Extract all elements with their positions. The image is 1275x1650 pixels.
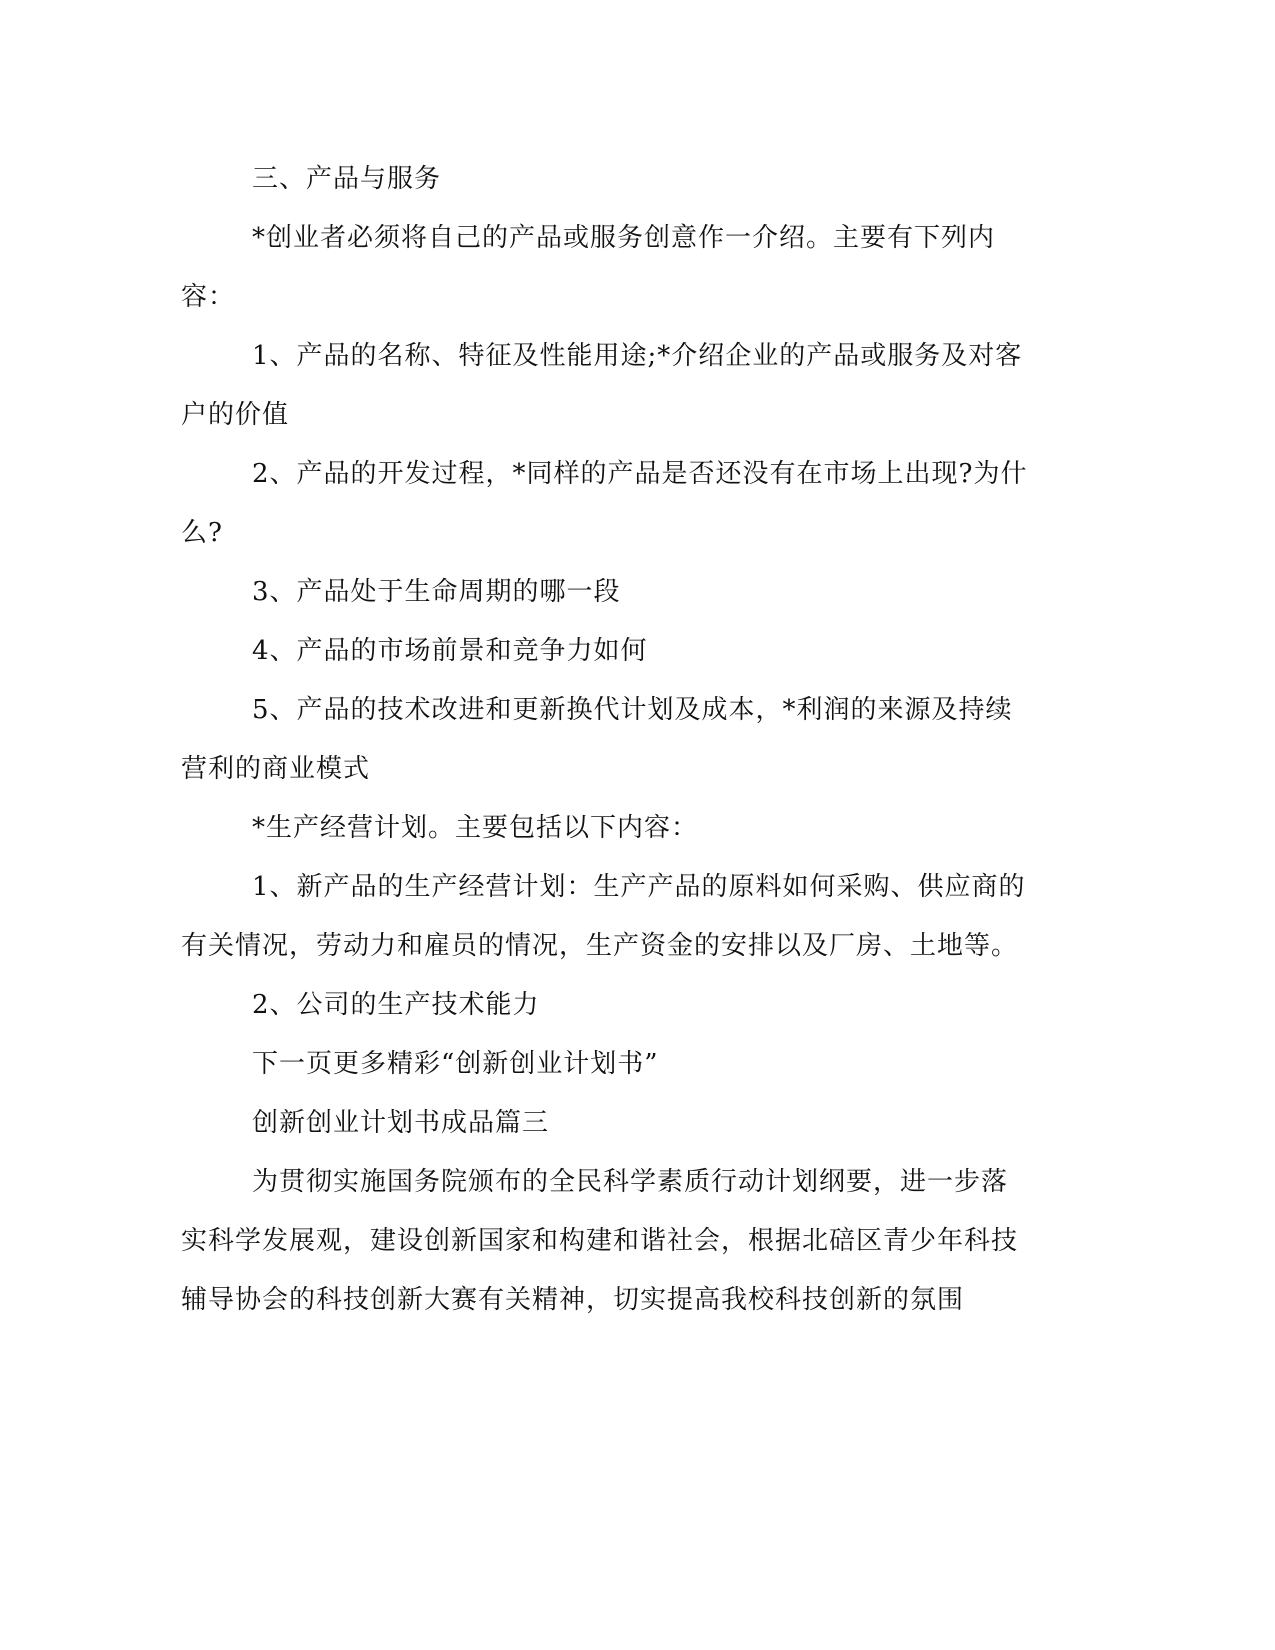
list-item-3: 3、产品处于生命周期的哪一段	[252, 577, 621, 607]
paragraph-body: 为贯彻实施国务院颁布的全民科学素质行动计划纲要，进一步落实科学发展观，建设创新国家和构建和谐社会，根据北碚区青少年科技辅导协会的科技创新大赛有关精神，切实提高我校科技创新的氛围	[181, 1167, 1019, 1315]
paragraph-production-intro: *生产经营计划。主要包括以下内容：	[252, 813, 699, 843]
list-item-4: 4、产品的市场前景和竞争力如何	[252, 636, 648, 666]
next-page-link[interactable]: 下一页更多精彩“创新创业计划书”	[252, 1049, 659, 1079]
section-heading: 三、产品与服务	[252, 164, 442, 194]
production-item-2: 2、公司的生产技术能力	[252, 990, 540, 1020]
document-page	[181, 150, 1031, 1330]
production-item-1: 1、新产品的生产经营计划：生产产品的原料如何采购、供应商的有关情况，劳动力和雇员的情况，生产资金的安排以及厂房、土地等。	[181, 872, 1026, 961]
chapter-title: 创新创业计划书成品篇三	[252, 1108, 550, 1138]
list-item-1: 1、产品的名称、特征及性能用途;*介绍企业的产品或服务及对客户的价值	[181, 341, 1023, 430]
list-item-2: 2、产品的开发过程，*同样的产品是否还没有在市场上出现?为什么?	[181, 459, 1028, 548]
paragraph-intro: *创业者必须将自己的产品或服务创意作一介绍。主要有下列内容：	[181, 223, 996, 312]
list-item-5: 5、产品的技术改进和更新换代计划及成本，*利润的来源及持续营利的商业模式	[181, 695, 1013, 784]
